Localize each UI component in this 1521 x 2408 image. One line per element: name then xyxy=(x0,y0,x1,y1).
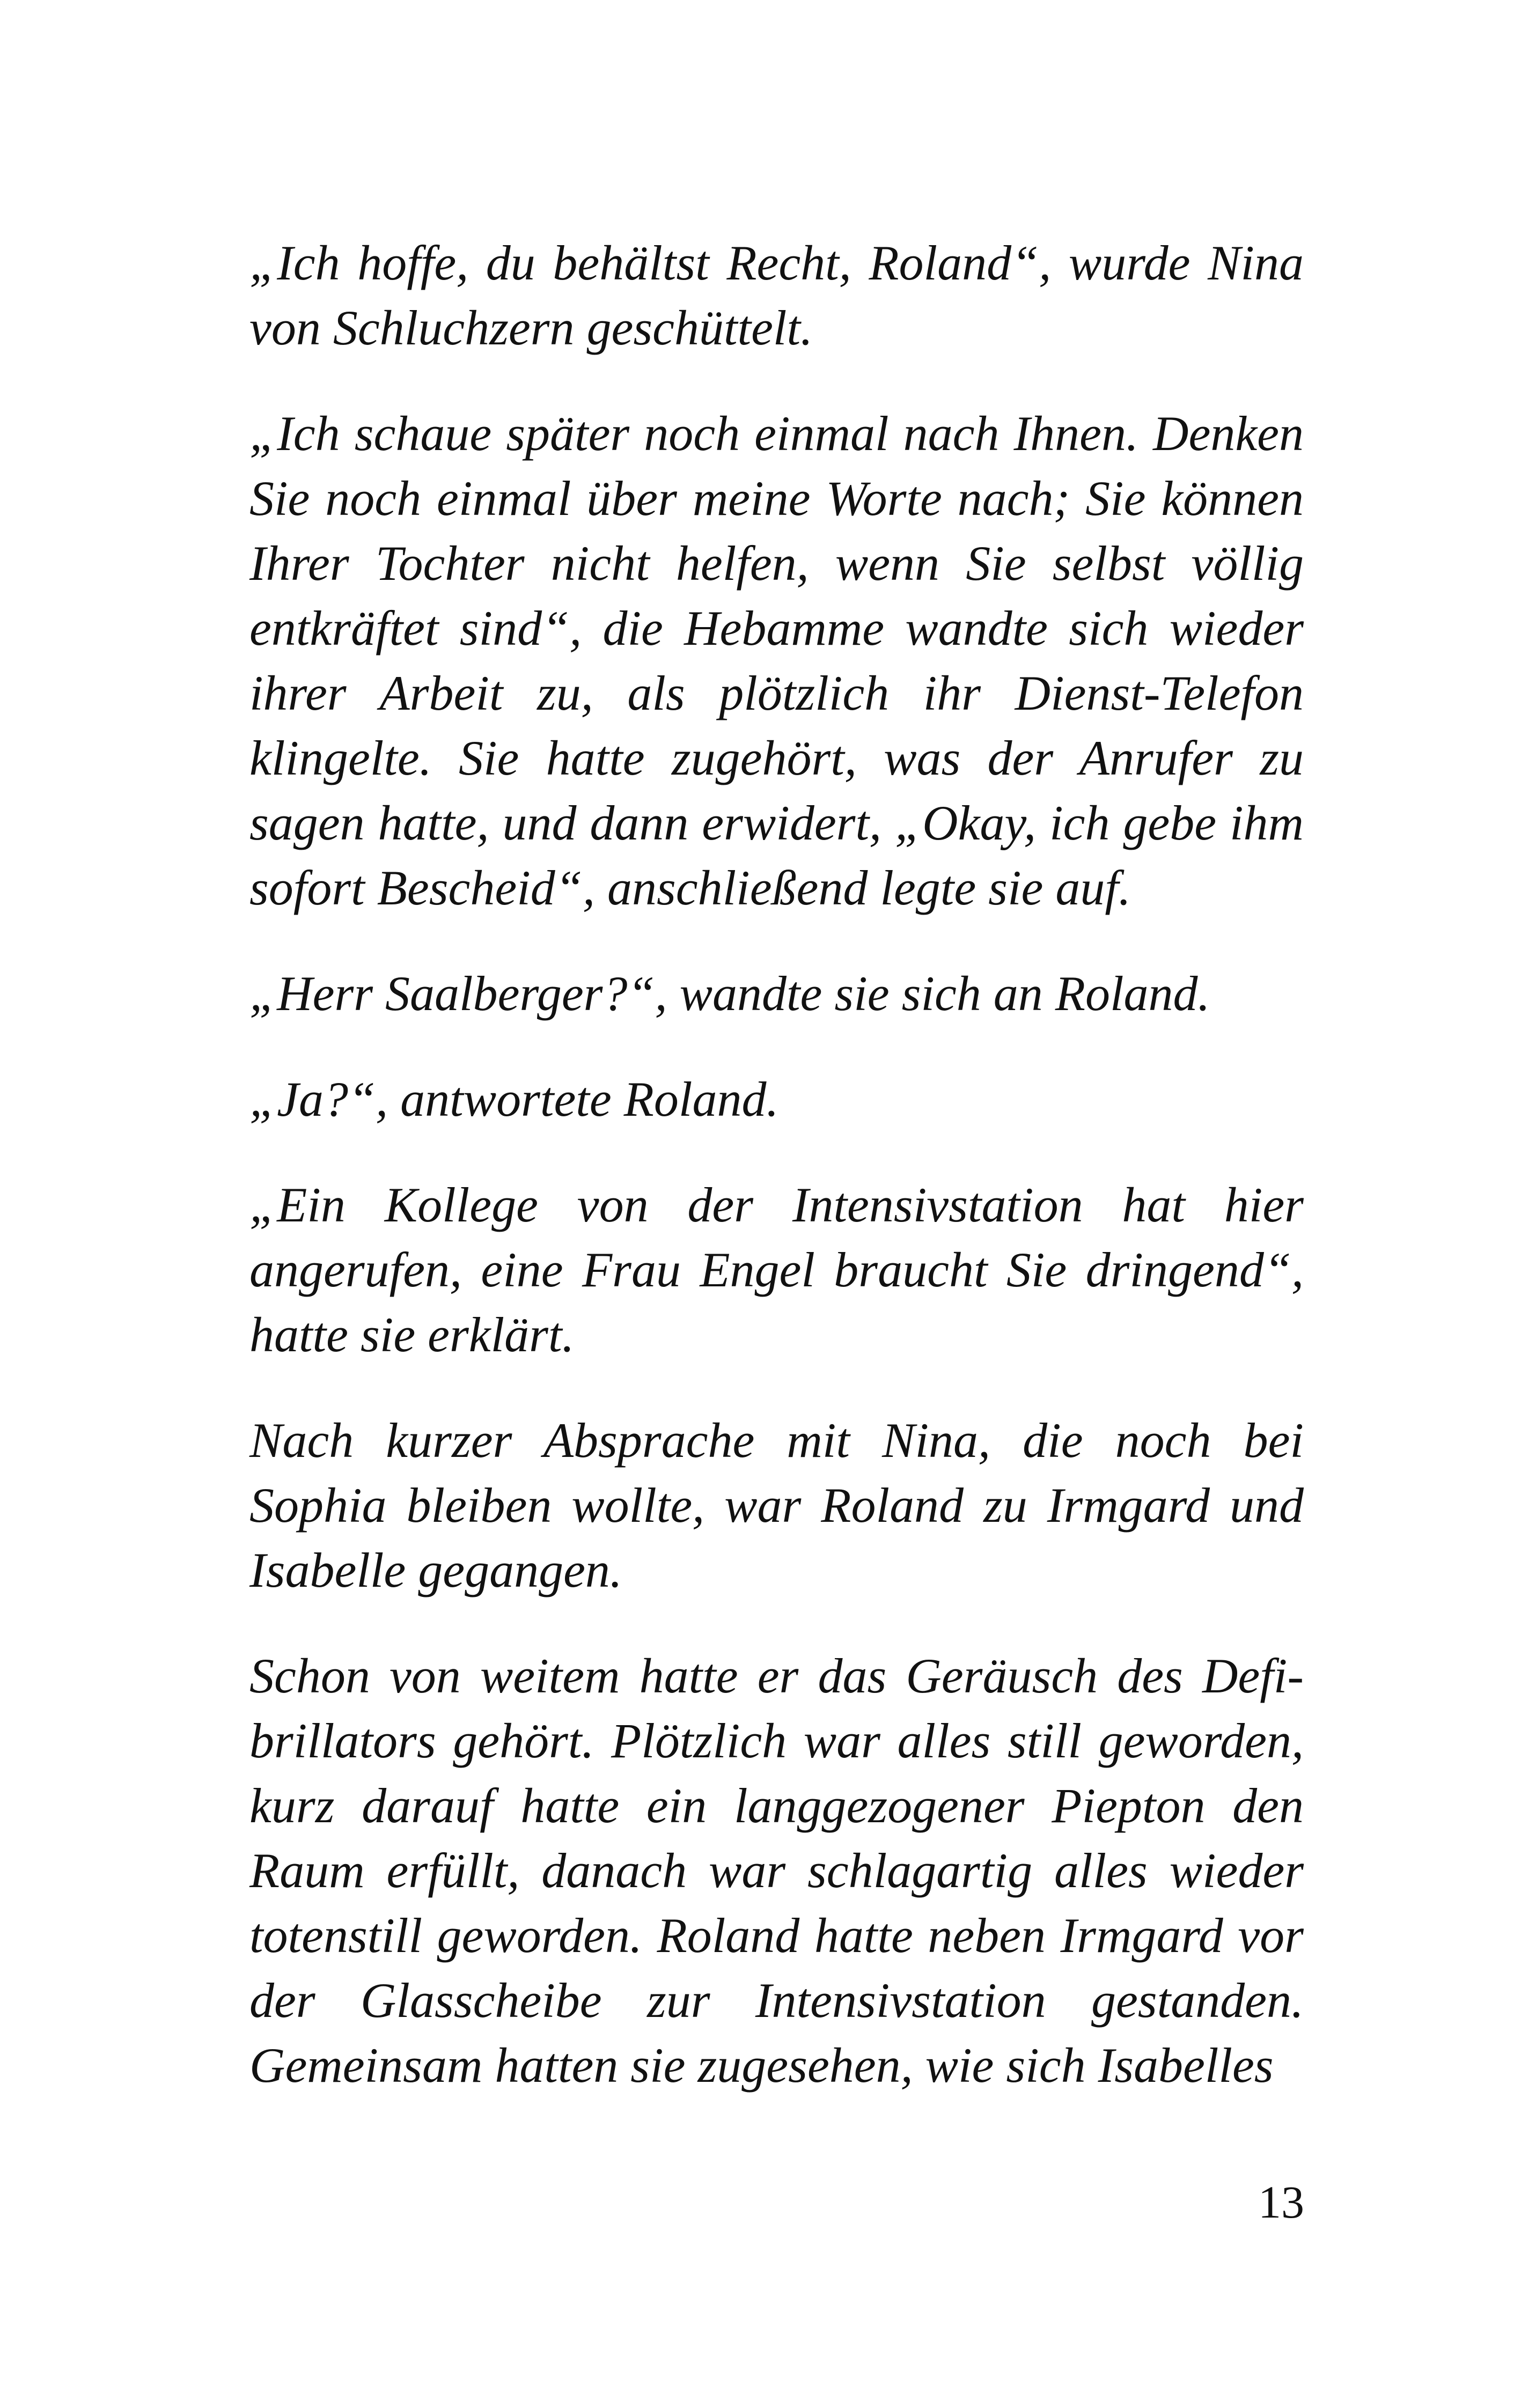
paragraph-5: „Ein Kollege von der Intensivstation hat hier angerufen, eine Frau Engel braucht Sie dringend“, hatte sie erklärt. xyxy=(249,1177,1304,1362)
paragraph-7: Schon von weitem hatte er das Geräusch des Defibrillators gehört. Plötzlich war alles still geworden, kurz darauf hatte ein langgezogener Piepton den Raum erfüllt, danach war schlagartig alles wieder totenstill geworden. Roland hatte neben Irmgard vor der Glasscheibe zur Intensivstation gestanden. Gemeinsam hatten sie zugesehen, wie sich Isabelles xyxy=(249,1648,1304,2093)
paragraph-6: Nach kurzer Absprache mit Nina, die noch bei Sophia bleiben wollte, war Roland zu Irmgard und Isabelle gegangen. xyxy=(249,1413,1304,1597)
paragraph-3: „Herr Saalberger?“, wandte sie sich an Roland. xyxy=(249,966,1210,1021)
body-text xyxy=(249,231,1304,2139)
paragraph-2: „Ich schaue später noch einmal nach Ihnen. Denken Sie noch einmal über meine Worte nach; Sie können Ihrer Tochter nicht helfen, wenn Sie selbst völlig entkräftet sind“, die Hebamme wandte sich wieder ihrer Arbeit zu, als plötzlich ihr Dienst-Telefon klingelte. Sie hatte zugehört, was der Anrufer zu sagen hatte, und dann erwidert, „Okay, ich gebe ihm sofort Bescheid“, anschließend legte sie auf. xyxy=(249,406,1304,915)
paragraph-4: „Ja?“, antwortete Roland. xyxy=(249,1072,779,1126)
page-number: 13 xyxy=(1258,2176,1304,2228)
paragraph-1: „Ich hoffe, du behältst Recht, Roland“, wurde Nina von Schluchzern geschüttelt. xyxy=(249,235,1304,355)
